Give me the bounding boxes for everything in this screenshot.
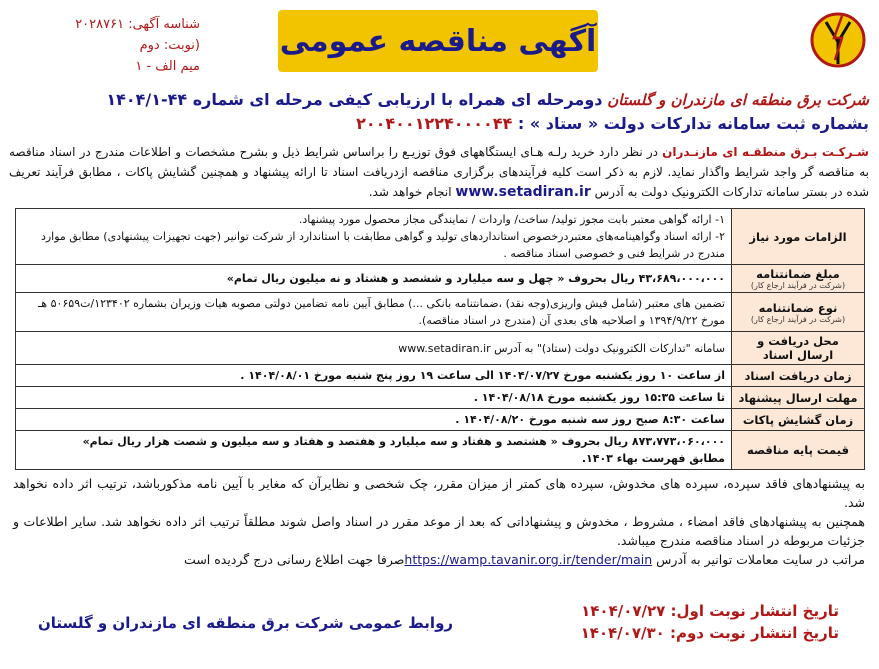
row-label xyxy=(732,409,865,431)
row-value-line: تضمین های معتبر (شامل فیش واریزی(وجه نقد) ،ضمانتنامه بانکی ...) مطابق آیین نامه تضامین دولتی مصوبه هیات وزیران بشماره ۱۲۳۴۰۲/ت۵۰۶۵۹ هـ مورخ ۱۳۹۴/۹/۲۲ و اصلاحیه های بعدی آن (مندرج در اسناد مناقصه). xyxy=(38,297,725,327)
notice-id: شناسه آگهی: ۲۰۲۸۷۶۱ xyxy=(75,17,200,32)
intro-company: شـرکـت بـرق منطقـه ای مازنـدران xyxy=(662,145,869,159)
note-3-text-b: صرفا جهت اطلاع رسانی درج گردیده است xyxy=(184,552,405,567)
row-value-line: ۸۷۳،۷۷۳،۰۶۰،۰۰۰ ریال بحروف « هشتصد و هفتاد و سه میلیارد و هفتصد و هفتاد و سه میلیون و شصت هزار ریال تمام» xyxy=(82,435,725,448)
row-value-line: از ساعت ۱۰ روز یکشنبه مورخ ۱۴۰۴/۰۷/۲۷ الی ساعت ۱۹ روز پنج شنبه مورخ ۱۴۰۴/۰۸/۰۱ . xyxy=(240,369,725,382)
row-value xyxy=(16,209,732,265)
table-row xyxy=(16,332,865,365)
row-label-text: نوع ضمانتنامه xyxy=(758,300,838,315)
note-2: همچنین به پیشنهادهای فاقد امضاء ، مشروط ، مخدوش و پیشنهاداتی که بعد از موعد مقرر در اسناد واصل شوند مطلقاً ترتیب اثر داده نخواهد شد. سایر اطلاعات و جزئیات مربوطه در اسناد مناقصه مندرج میباشد. xyxy=(13,514,865,548)
row-value xyxy=(16,365,732,387)
intro-text-2: انجام خواهد شد. xyxy=(368,185,456,199)
title-banner xyxy=(278,10,598,72)
row-label xyxy=(732,293,865,332)
tender-title: دومرحله ای همراه با ارزیابی کیفی مرحله ای شماره ۴۴-۱۴۰۴/۱ xyxy=(106,90,603,109)
row-value xyxy=(16,332,732,365)
table-row xyxy=(16,265,865,293)
electricity-logo-icon xyxy=(809,8,867,78)
intro-text-1: در نظر دارد خرید رلـه هـای ایستگاههای فوق توزیـع را براساس شرایط ذیل و بشرح مشخصات و اطلاعات مندرج در اسناد مناقصه به مناقصه گر واجد شرایط واگذار نماید. لازم به ذکر است کلیه فرآیندهای برگزاری مناقصه ازدریافت اسناد تا ارائه پیشنهاد و همچنین گشایش پاکات ، مطابق فرآیند تعریف شده در بستر سامانه تدارکات الکترونیک دولت به آدرس xyxy=(9,145,869,199)
row-label xyxy=(732,332,865,365)
row-value-line: ساعت ۸:۳۰ صبح روز سه شنبه مورخ ۱۴۰۴/۰۸/۲۰ . xyxy=(455,413,725,426)
row-value-line: مطابق فهرست بهاء ۱۴۰۳. xyxy=(581,452,725,465)
row-label-text: زمان گشایش پاکات xyxy=(742,412,854,427)
heading-line xyxy=(9,88,869,112)
notice-meta xyxy=(40,14,200,77)
row-value xyxy=(16,387,732,409)
table-row xyxy=(16,293,865,332)
row-label xyxy=(732,431,865,470)
company-name: شرکت برق منطقه ای مازندران و گلستان xyxy=(607,91,869,109)
row-value xyxy=(16,293,732,332)
table-row xyxy=(16,365,865,387)
registration-line xyxy=(356,114,869,133)
row-value xyxy=(16,409,732,431)
row-value-line: تا ساعت ۱۵:۳۵ روز یکشنبه مورخ ۱۴۰۴/۰۸/۱۸ . xyxy=(473,391,725,404)
row-value-line: ۴۳،۶۸۹،۰۰۰،۰۰۰ ریال بحروف « چهل و سه میلیارد و ششصد و هشتاد و نه میلیون ریال تمام» xyxy=(226,272,725,285)
row-label xyxy=(732,209,865,265)
table-row xyxy=(16,209,865,265)
row-label xyxy=(732,365,865,387)
setad-link[interactable]: www.setadiran.ir xyxy=(455,184,591,200)
notes xyxy=(13,474,865,569)
intro-paragraph xyxy=(9,142,869,202)
registration-number: ۲۰۰۴۰۰۱۲۲۴۰۰۰۰۴۴ xyxy=(356,114,513,133)
table-row xyxy=(16,387,865,409)
notice-round: (نوبت: دوم xyxy=(139,38,200,53)
row-label-sub: (شرکت در فرآیند ارجاع کار) xyxy=(750,281,846,290)
row-label-text: زمان دریافت اسناد xyxy=(744,368,852,383)
row-value xyxy=(16,265,732,293)
note-3-text-a: مراتب در سایت معاملات توانیر به آدرس xyxy=(652,552,865,567)
row-value xyxy=(16,431,732,470)
row-value-line: سامانه "تدارکات الکترونیک دولت (ستاد)" به آدرس www.setadiran.ir xyxy=(398,341,725,355)
row-value-line: ۲- ارائه اسناد وگواهینامه‌های معتبردرخصوص استانداردهای تولید و گواهی مطابقت با استاندارد از شرکت توانیر (جهت تجهیزات پیشنهادی) مطابق موارد مندرج در شرایط فنی و خصوصی اسناد مناقصه . xyxy=(40,230,725,260)
publish-date-first: تاریخ انتشار نوبت اول: ۱۴۰۴/۰۷/۲۷ xyxy=(581,602,839,620)
row-label xyxy=(732,265,865,293)
tender-info-table xyxy=(15,208,865,470)
row-value-line: ۱- ارائه گواهی معتبر بابت مجوز تولید/ ساخت/ واردات / نمایندگی مجاز محصول مورد پیشنهاد. xyxy=(298,213,725,226)
row-label-text: مبلغ ضمانتنامه xyxy=(756,267,840,281)
row-label-sub: (شرکت در فرآیند ارجاع کار) xyxy=(750,314,846,324)
table-row xyxy=(16,409,865,431)
notice-title: آگهی مناقصه عمومی xyxy=(279,23,597,59)
row-label-text: الزامات مورد نیاز xyxy=(749,229,847,244)
note-1: به پیشنهادهای فاقد سپرده، سپرده های مخدوش، سپرده های کمتر از میزان مقرر، چک شخصی و نظایرآن که مغایر با آیین نامه مذکورباشد، ترتیب اثر داده نخواهد شد. xyxy=(13,476,865,510)
row-label xyxy=(732,387,865,409)
tavanir-link[interactable]: https://wamp.tavanir.org.ir/tender/main xyxy=(404,552,653,567)
table-row xyxy=(16,431,865,470)
note-3 xyxy=(13,550,865,569)
registration-label: بشماره ثبت سامانه تدارکات دولت « ستاد » : xyxy=(517,114,869,133)
row-label-text: مهلت ارسال پیشنهاد xyxy=(738,390,858,405)
notice-code: میم الف - ۱ xyxy=(135,59,200,74)
publish-date-second: تاریخ انتشار نوبت دوم: ۱۴۰۴/۰۷/۳۰ xyxy=(580,624,839,642)
row-label-text: قیمت پایه مناقصه xyxy=(746,443,849,457)
publish-dates xyxy=(581,600,839,644)
public-relations: روابط عمومی شرکت برق منطقه ای مازندران و گلستان xyxy=(38,614,454,632)
row-label-text: محل دریافت و ارسال اسناد xyxy=(757,334,839,362)
